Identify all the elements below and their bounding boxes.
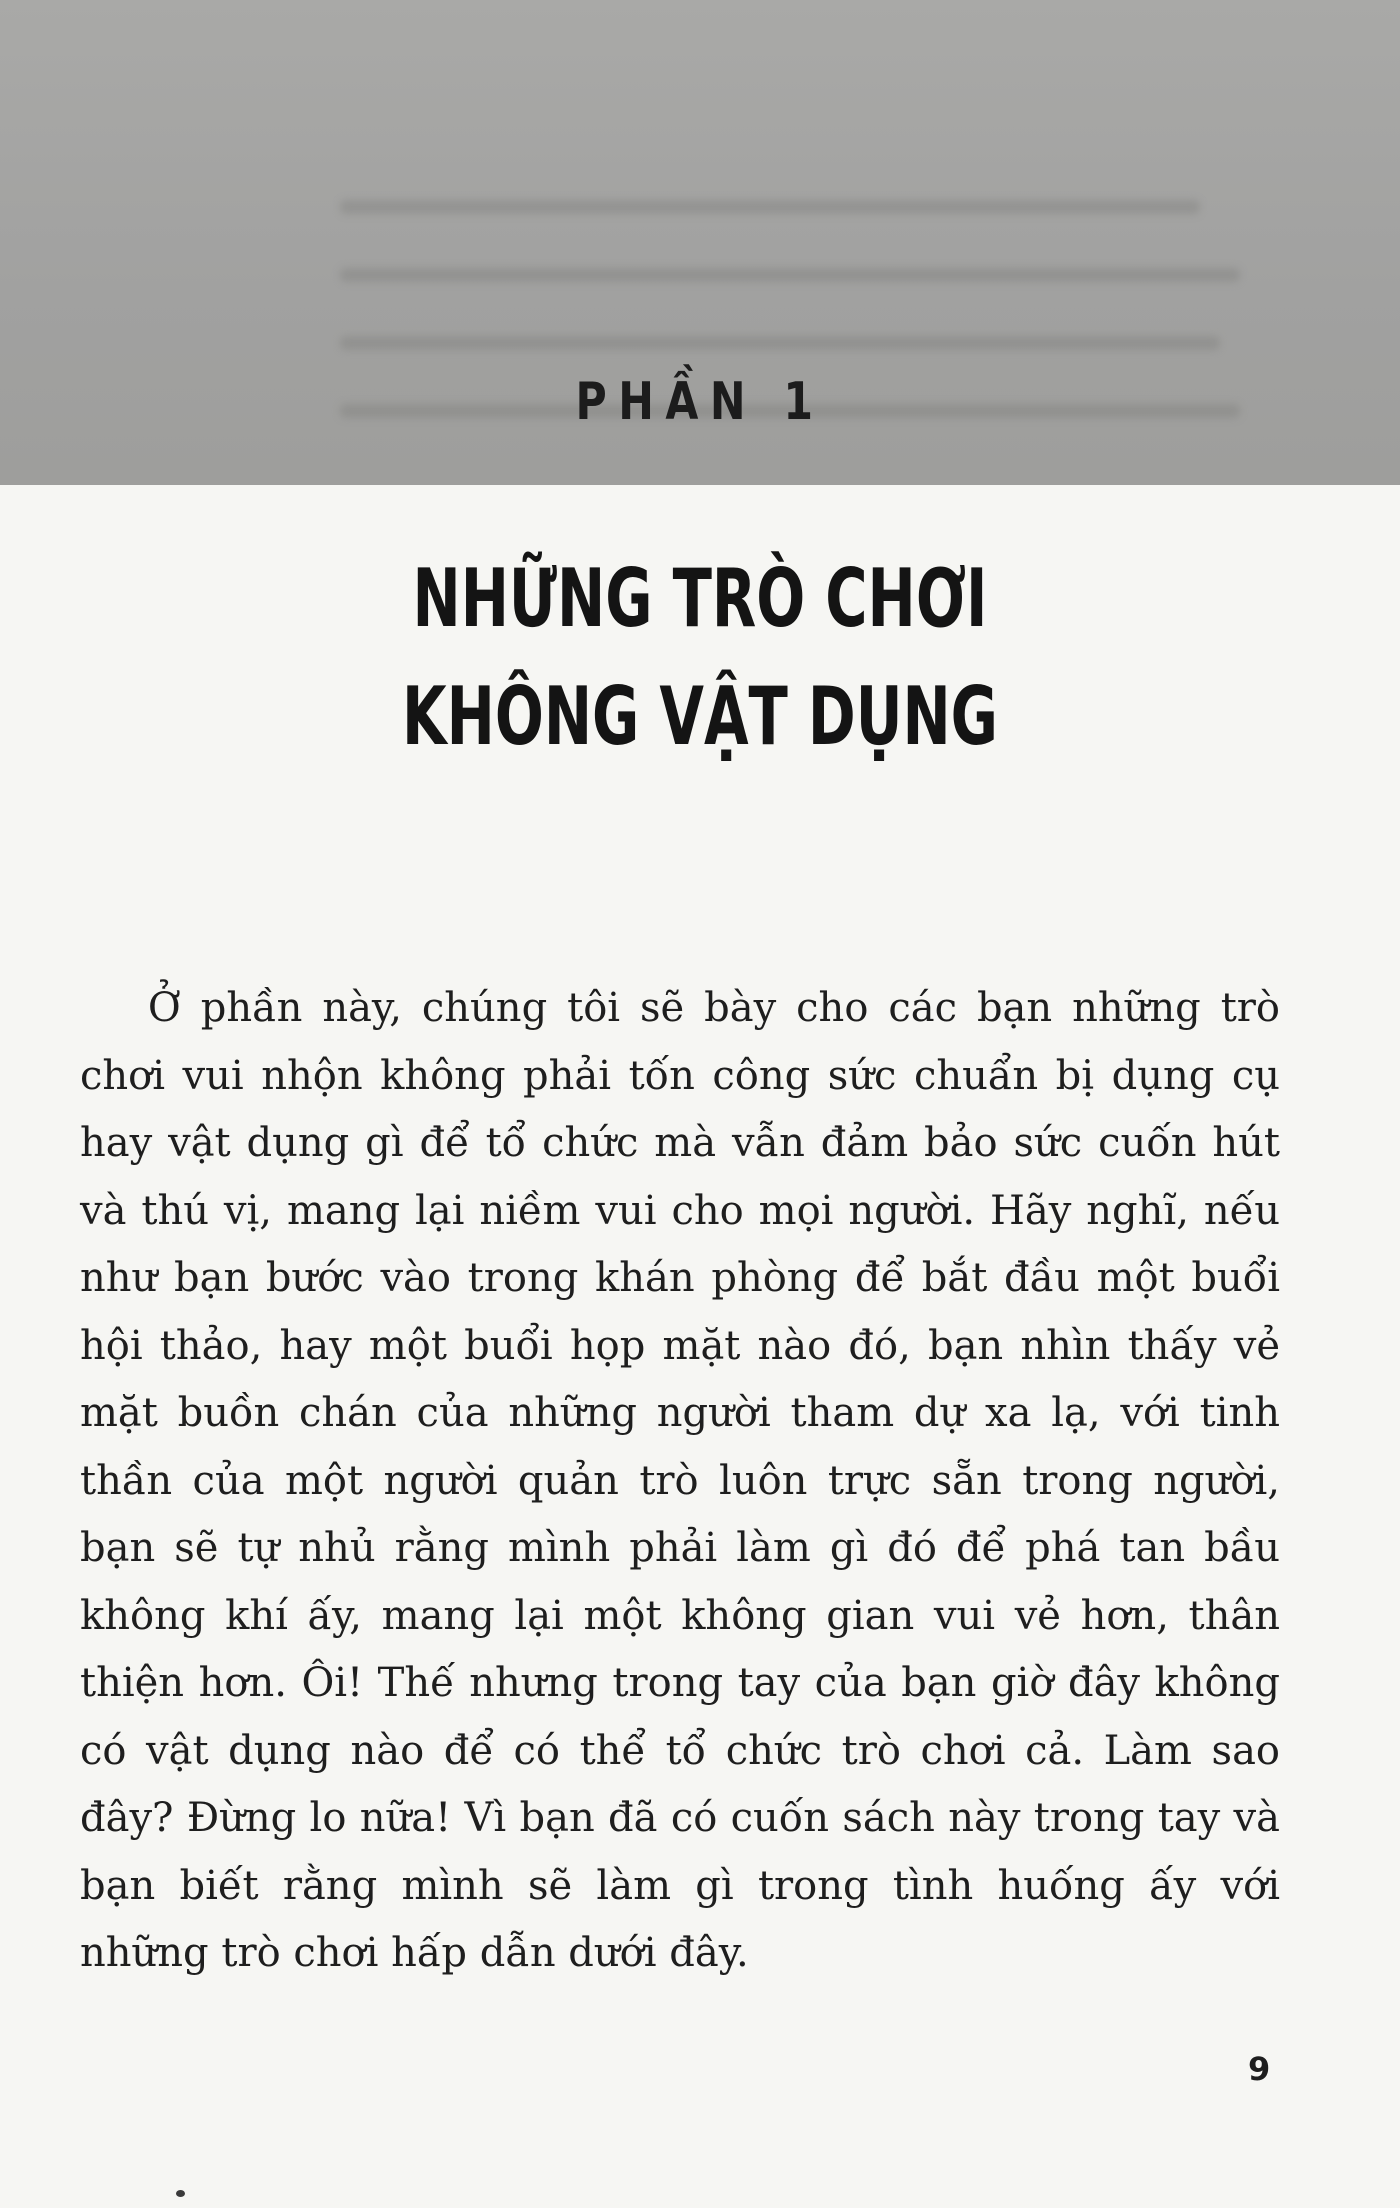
intro-paragraph: Ở phần này, chúng tôi sẽ bày cho các bạn những trò chơi vui nhộn không phải tốn công sức chuẩn bị dụng cụ hay vật dụng gì để tổ chức mà vẫn đảm bảo sức cuốn hút và thú vị, mang lại niềm vui cho mọi người. Hãy nghĩ, nếu như bạn bước vào trong khán phòng để bắt đầu một buổi hội thảo, hay một buổi họp mặt nào đó, bạn nhìn thấy vẻ mặt buồn chán của những người tham dự xa lạ, với tinh thần của một người quản trò luôn trực sẵn trong người, bạn sẽ tự nhủ rằng mình phải làm gì đó để phá tan bầu không khí ấy, mang lại một không gian vui vẻ hơn, thân thiện hơn. Ôi! Thế nhưng trong tay của bạn giờ đây không có vật dụng nào để có thể tổ chức trò chơi cả. Làm sao đây? Đừng lo nữa! Vì bạn đã có cuốn sách này trong tay và bạn biết rằng mình sẽ làm gì trong tình huống ấy với những trò chơi hấp dẫn dưới đây. <box>80 985 1280 1976</box>
chapter-title <box>0 540 1400 776</box>
print-speck <box>176 2190 185 2197</box>
page-number: 9 <box>1248 2050 1271 2088</box>
chapter-title-line-2: KHÔNG VẬT DỤNG <box>402 670 998 763</box>
header-band <box>0 0 1400 485</box>
chapter-title-line-1: NHỮNG TRÒ CHƠI <box>412 552 988 645</box>
part-label: PHẦN 1 <box>575 372 825 432</box>
